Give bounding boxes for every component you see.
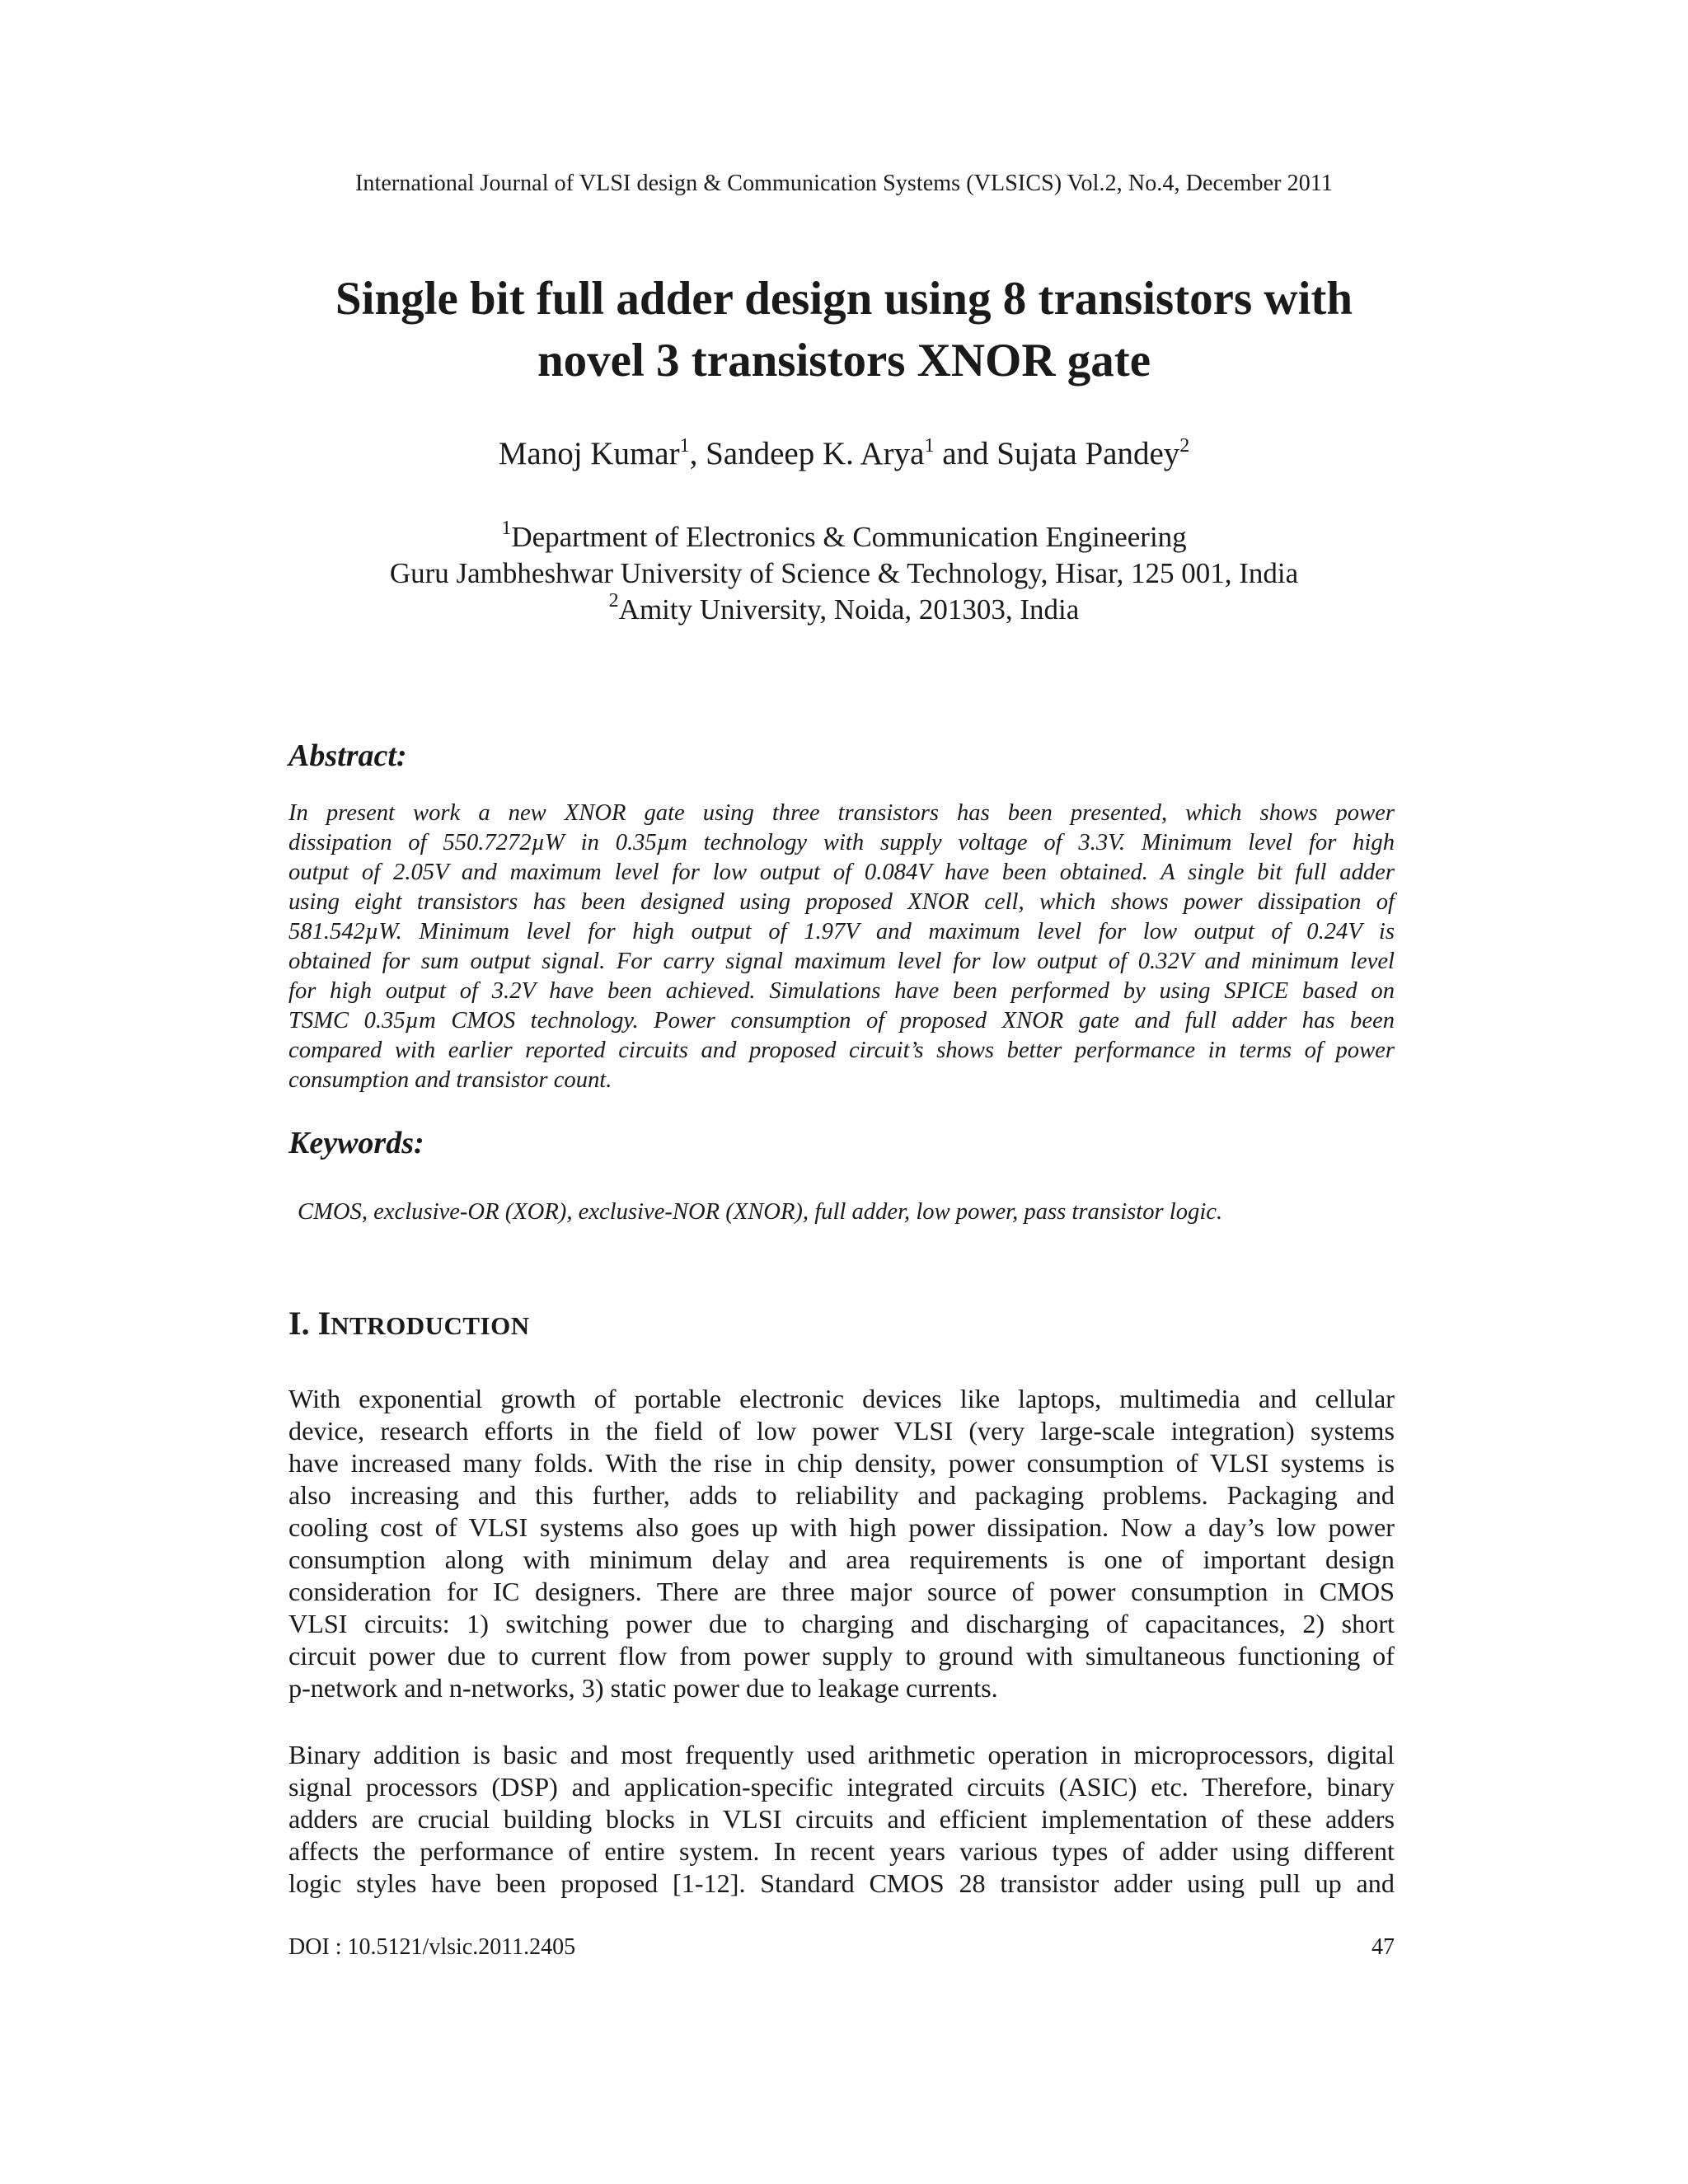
paragraph-line: adders are crucial building blocks in VLSI circuits and efficient implementation of these adders (288, 1804, 1395, 1834)
introduction-paragraph-1 (288, 1383, 1395, 1704)
paragraph-line: affects the performance of entire system. In recent years various types of adder using different (288, 1836, 1395, 1866)
author-name: Sandeep K. Arya (706, 436, 925, 471)
keywords-text: CMOS, exclusive-OR (XOR), exclusive-NOR (XNOR), full adder, low power, pass transistor logic. (298, 1199, 1223, 1225)
abstract-line: for high output of 3.2V have been achieved. Simulations have been performed by using SPICE based on (288, 978, 1395, 1004)
affiliation-mark: 2 (608, 590, 619, 612)
affiliation-mark: 1 (501, 518, 512, 539)
keywords-heading: Keywords: (288, 1126, 424, 1160)
paragraph-line: p-network and n-networks, 3) static power due to leakage currents. (288, 1673, 998, 1703)
paragraph-line: have increased many folds. With the rise in chip density, power consumption of VLSI systems is (288, 1448, 1395, 1478)
paragraph-line: device, research efforts in the field of low power VLSI (very large-scale integration) systems (288, 1416, 1395, 1446)
paragraph-line: consideration for IC designers. There are three major source of power consumption in CMOS (288, 1577, 1395, 1606)
paragraph-line: With exponential growth of portable electronic devices like laptops, multimedia and cellular (288, 1384, 1395, 1413)
abstract-text (288, 799, 1395, 1095)
author-name: Manoj Kumar (498, 436, 680, 471)
paragraph-line: Binary addition is basic and most frequently used arithmetic operation in microprocessors, digital (288, 1740, 1395, 1769)
abstract-line: consumption and transistor count. (288, 1067, 612, 1093)
abstract-line: output of 2.05V and maximum level for low output of 0.084V have been obtained. A single bit full adder (288, 860, 1395, 885)
author-list (0, 435, 1688, 472)
title-line-2: novel 3 transistors XNOR gate (537, 335, 1151, 387)
affiliations (0, 519, 1688, 628)
author-separator: , (689, 436, 706, 471)
affiliation-1-university: Guru Jambheshwar University of Science & Technology, Hisar, 125 001, India (389, 557, 1299, 589)
title-line-1: Single bit full adder design using 8 transistors with (335, 273, 1353, 325)
paragraph-line: signal processors (DSP) and application-specific integrated circuits (ASIC) etc. Therefore, binary (288, 1772, 1395, 1802)
paragraph-line: cooling cost of VLSI systems also goes up with high power dissipation. Now a day’s low power (288, 1512, 1395, 1542)
affiliation-university: Amity University, Noida, 201303, India (618, 593, 1080, 626)
paragraph-line: consumption along with minimum delay and area requirements is one of important design (288, 1544, 1395, 1574)
abstract-heading: Abstract: (288, 738, 407, 773)
paragraph-line: circuit power due to current flow from power supply to ground with simultaneous functioning of (288, 1641, 1395, 1671)
section-number: I. I (288, 1305, 331, 1342)
author-affiliation-mark: 2 (1179, 435, 1190, 457)
running-header: International Journal of VLSI design & Communication Systems (VLSICS) Vol.2, No.4, December 2011 (355, 171, 1333, 196)
abstract-line: In present work a new XNOR gate using three transistors has been presented, which shows power (288, 800, 1395, 826)
introduction-paragraph-2 (288, 1739, 1395, 1900)
affiliation-department: Department of Electronics & Communication Engineering (511, 521, 1187, 553)
page-number: 47 (1372, 1934, 1395, 1960)
abstract-line: using eight transistors has been designed using proposed XNOR cell, which shows power dissipation of (288, 889, 1395, 915)
affiliation-2 (0, 592, 1688, 628)
footer-doi: DOI : 10.5121/vlsic.2011.2405 (288, 1934, 576, 1960)
abstract-line: dissipation of 550.7272µW in 0.35µm technology with supply voltage of 3.3V. Minimum level for high (288, 830, 1395, 855)
abstract-line: TSMC 0.35µm CMOS technology. Power consumption of proposed XNOR gate and full adder has been (288, 1008, 1395, 1033)
abstract-line: compared with earlier reported circuits and proposed circuit’s shows better performance in terms of power (288, 1038, 1395, 1063)
abstract-line: 581.542µW. Minimum level for high output of 1.97V and maximum level for low output of 0.24V is (288, 919, 1395, 944)
paragraph-line: logic styles have been proposed [1-12]. Standard CMOS 28 transistor adder using pull up and (288, 1868, 1395, 1898)
author-affiliation-mark: 1 (924, 435, 935, 457)
paragraph-line: VLSI circuits: 1) switching power due to charging and discharging of capacitances, 2) short (288, 1609, 1395, 1638)
author-conjunction: and (934, 436, 997, 471)
author-affiliation-mark: 1 (679, 435, 690, 457)
paragraph-line: also increasing and this further, adds to reliability and packaging problems. Packaging and (288, 1480, 1395, 1510)
author-name: Sujata Pandey (996, 436, 1180, 471)
introduction-heading (288, 1304, 530, 1343)
affiliation-1 (0, 519, 1688, 555)
section-title: NTRODUCTION (331, 1311, 530, 1340)
abstract-line: obtained for sum output signal. For carry signal maximum level for low output of 0.32V and minimum level (288, 949, 1395, 974)
paper-title (190, 268, 1498, 391)
